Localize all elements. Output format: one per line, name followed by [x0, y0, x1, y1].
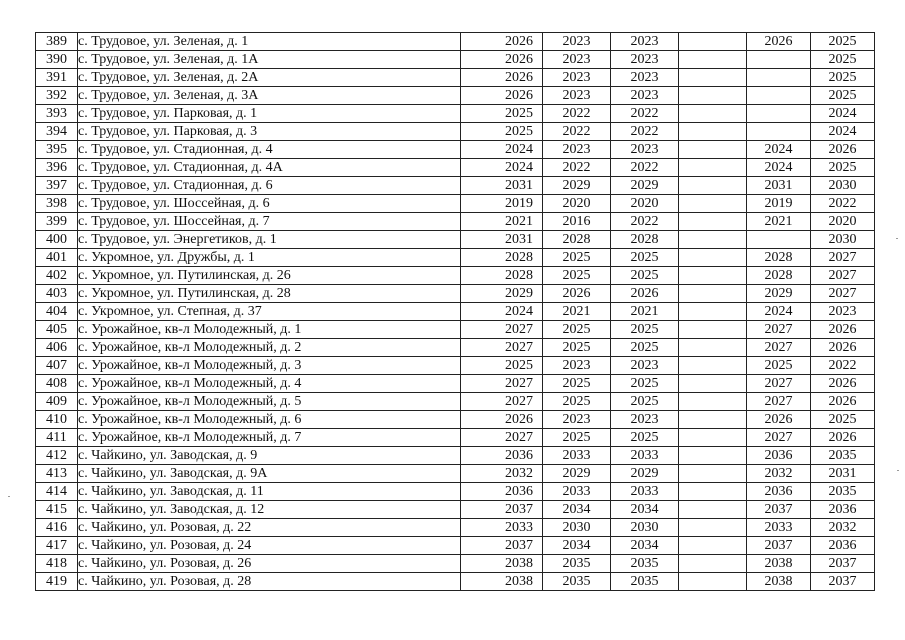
cell-year-3: 2029	[611, 177, 679, 195]
cell-year-2: 2021	[543, 303, 611, 321]
table-row	[36, 123, 875, 141]
cell-year-2: 2022	[543, 159, 611, 177]
cell-year-1: 2025	[461, 105, 543, 123]
cell-row-number: 395	[36, 141, 78, 159]
cell-year-2: 2016	[543, 213, 611, 231]
table-row	[36, 285, 875, 303]
cell-address: с. Трудовое, ул. Парковая, д. 1	[78, 105, 461, 123]
cell-year-6: 2026	[811, 375, 875, 393]
cell-year-6: 2026	[811, 141, 875, 159]
cell-year-2: 2023	[543, 141, 611, 159]
cell-year-2: 2025	[543, 267, 611, 285]
table-row	[36, 213, 875, 231]
cell-year-3: 2034	[611, 537, 679, 555]
cell-year-3: 2028	[611, 231, 679, 249]
cell-address: с. Укромное, ул. Путилинская, д. 26	[78, 267, 461, 285]
table-row	[36, 267, 875, 285]
cell-year-3: 2025	[611, 339, 679, 357]
cell-year-3: 2025	[611, 249, 679, 267]
cell-address: с. Чайкино, ул. Розовая, д. 26	[78, 555, 461, 573]
cell-year-2: 2033	[543, 447, 611, 465]
cell-address: с. Урожайное, кв-л Молодежный, д. 2	[78, 339, 461, 357]
cell-year-2: 2023	[543, 69, 611, 87]
cell-year-6: 2025	[811, 87, 875, 105]
cell-year-4	[679, 249, 747, 267]
cell-year-6: 2025	[811, 51, 875, 69]
cell-year-1: 2027	[461, 339, 543, 357]
cell-year-4	[679, 303, 747, 321]
cell-year-6: 2020	[811, 213, 875, 231]
cell-year-4	[679, 483, 747, 501]
cell-year-3: 2034	[611, 501, 679, 519]
cell-year-2: 2029	[543, 465, 611, 483]
cell-year-2: 2025	[543, 429, 611, 447]
cell-address: с. Урожайное, кв-л Молодежный, д. 1	[78, 321, 461, 339]
cell-year-3: 2030	[611, 519, 679, 537]
cell-year-1: 2024	[461, 303, 543, 321]
cell-row-number: 393	[36, 105, 78, 123]
cell-year-5: 2031	[747, 177, 811, 195]
cell-row-number: 411	[36, 429, 78, 447]
cell-year-6: 2027	[811, 285, 875, 303]
cell-year-2: 2023	[543, 51, 611, 69]
cell-year-6: 2024	[811, 105, 875, 123]
cell-year-4	[679, 519, 747, 537]
cell-year-1: 2027	[461, 393, 543, 411]
cell-year-5	[747, 231, 811, 249]
cell-year-5: 2027	[747, 429, 811, 447]
cell-address: с. Чайкино, ул. Заводская, д. 12	[78, 501, 461, 519]
cell-year-5	[747, 105, 811, 123]
repair-schedule-table	[35, 32, 875, 591]
cell-year-6: 2035	[811, 447, 875, 465]
cell-year-2: 2028	[543, 231, 611, 249]
cell-year-4	[679, 321, 747, 339]
cell-year-2: 2025	[543, 321, 611, 339]
cell-year-1: 2026	[461, 33, 543, 51]
cell-year-1: 2025	[461, 357, 543, 375]
cell-year-6: 2025	[811, 33, 875, 51]
cell-year-4	[679, 213, 747, 231]
cell-year-4	[679, 411, 747, 429]
cell-year-2: 2022	[543, 123, 611, 141]
cell-year-2: 2023	[543, 33, 611, 51]
cell-row-number: 404	[36, 303, 78, 321]
cell-year-6: 2022	[811, 195, 875, 213]
cell-row-number: 400	[36, 231, 78, 249]
cell-row-number: 407	[36, 357, 78, 375]
cell-year-5	[747, 51, 811, 69]
cell-address: с. Трудовое, ул. Зеленая, д. 3А	[78, 87, 461, 105]
cell-row-number: 409	[36, 393, 78, 411]
table-row	[36, 141, 875, 159]
cell-year-5: 2019	[747, 195, 811, 213]
cell-year-4	[679, 393, 747, 411]
cell-year-6: 2026	[811, 393, 875, 411]
cell-year-5: 2021	[747, 213, 811, 231]
table-row	[36, 429, 875, 447]
cell-row-number: 397	[36, 177, 78, 195]
cell-address: с. Чайкино, ул. Розовая, д. 28	[78, 573, 461, 591]
cell-year-5: 2028	[747, 249, 811, 267]
cell-year-4	[679, 285, 747, 303]
cell-year-1: 2037	[461, 537, 543, 555]
cell-address: с. Урожайное, кв-л Молодежный, д. 3	[78, 357, 461, 375]
cell-year-4	[679, 465, 747, 483]
cell-year-3: 2025	[611, 267, 679, 285]
cell-year-1: 2027	[461, 321, 543, 339]
cell-year-2: 2025	[543, 249, 611, 267]
cell-year-6: 2035	[811, 483, 875, 501]
cell-year-2: 2023	[543, 411, 611, 429]
cell-year-6: 2025	[811, 159, 875, 177]
cell-year-3: 2029	[611, 465, 679, 483]
cell-year-5: 2027	[747, 339, 811, 357]
cell-address: с. Трудовое, ул. Стадионная, д. 4	[78, 141, 461, 159]
cell-address: с. Урожайное, кв-л Молодежный, д. 5	[78, 393, 461, 411]
cell-row-number: 419	[36, 573, 78, 591]
cell-year-6: 2024	[811, 123, 875, 141]
cell-year-3: 2022	[611, 213, 679, 231]
cell-year-3: 2023	[611, 357, 679, 375]
cell-year-1: 2024	[461, 141, 543, 159]
cell-year-5: 2038	[747, 573, 811, 591]
cell-year-4	[679, 69, 747, 87]
cell-year-5: 2037	[747, 501, 811, 519]
cell-year-2: 2022	[543, 105, 611, 123]
cell-row-number: 392	[36, 87, 78, 105]
cell-year-1: 2038	[461, 573, 543, 591]
cell-year-4	[679, 573, 747, 591]
cell-year-1: 2025	[461, 123, 543, 141]
cell-year-1: 2031	[461, 177, 543, 195]
cell-address: с. Трудовое, ул. Зеленая, д. 1	[78, 33, 461, 51]
cell-year-1: 2038	[461, 555, 543, 573]
cell-year-4	[679, 195, 747, 213]
cell-year-3: 2023	[611, 69, 679, 87]
table-row	[36, 51, 875, 69]
cell-year-6: 2031	[811, 465, 875, 483]
cell-year-6: 2026	[811, 321, 875, 339]
cell-year-5: 2025	[747, 357, 811, 375]
cell-year-6: 2027	[811, 249, 875, 267]
cell-row-number: 418	[36, 555, 78, 573]
cell-year-5	[747, 123, 811, 141]
cell-year-3: 2025	[611, 429, 679, 447]
cell-year-1: 2036	[461, 483, 543, 501]
cell-year-6: 2025	[811, 411, 875, 429]
cell-row-number: 417	[36, 537, 78, 555]
cell-year-1: 2037	[461, 501, 543, 519]
cell-year-1: 2028	[461, 267, 543, 285]
cell-address: с. Трудовое, ул. Стадионная, д. 6	[78, 177, 461, 195]
cell-year-5	[747, 87, 811, 105]
cell-year-6: 2023	[811, 303, 875, 321]
cell-year-4	[679, 51, 747, 69]
cell-year-5: 2029	[747, 285, 811, 303]
cell-address: с. Трудовое, ул. Шоссейная, д. 7	[78, 213, 461, 231]
cell-year-3: 2025	[611, 321, 679, 339]
cell-year-3: 2022	[611, 105, 679, 123]
cell-address: с. Чайкино, ул. Розовая, д. 24	[78, 537, 461, 555]
cell-year-4	[679, 375, 747, 393]
cell-year-3: 2025	[611, 393, 679, 411]
cell-year-6: 2026	[811, 339, 875, 357]
cell-address: с. Укромное, ул. Дружбы, д. 1	[78, 249, 461, 267]
table-row	[36, 303, 875, 321]
cell-year-4	[679, 123, 747, 141]
cell-year-4	[679, 357, 747, 375]
cell-year-1: 2026	[461, 51, 543, 69]
cell-year-5	[747, 69, 811, 87]
table-row	[36, 159, 875, 177]
cell-address: с. Трудовое, ул. Стадионная, д. 4А	[78, 159, 461, 177]
cell-year-1: 2027	[461, 375, 543, 393]
cell-year-1: 2032	[461, 465, 543, 483]
table-body	[36, 33, 875, 591]
cell-year-1: 2027	[461, 429, 543, 447]
cell-year-2: 2025	[543, 393, 611, 411]
table-row	[36, 555, 875, 573]
cell-year-5: 2024	[747, 141, 811, 159]
cell-row-number: 399	[36, 213, 78, 231]
cell-year-3: 2033	[611, 483, 679, 501]
cell-row-number: 408	[36, 375, 78, 393]
cell-year-6: 2030	[811, 177, 875, 195]
cell-row-number: 403	[36, 285, 78, 303]
table-row	[36, 501, 875, 519]
cell-year-2: 2033	[543, 483, 611, 501]
table-row	[36, 411, 875, 429]
cell-year-5: 2027	[747, 393, 811, 411]
cell-year-4	[679, 159, 747, 177]
cell-year-2: 2025	[543, 375, 611, 393]
table-row	[36, 357, 875, 375]
cell-year-4	[679, 33, 747, 51]
cell-year-6: 2022	[811, 357, 875, 375]
cell-year-2: 2023	[543, 357, 611, 375]
cell-row-number: 389	[36, 33, 78, 51]
cell-year-5: 2024	[747, 303, 811, 321]
table-row	[36, 573, 875, 591]
cell-year-5: 2037	[747, 537, 811, 555]
cell-row-number: 412	[36, 447, 78, 465]
table-row	[36, 69, 875, 87]
cell-year-6: 2036	[811, 501, 875, 519]
cell-row-number: 390	[36, 51, 78, 69]
cell-year-1: 2028	[461, 249, 543, 267]
cell-address: с. Урожайное, кв-л Молодежный, д. 4	[78, 375, 461, 393]
cell-address: с. Урожайное, кв-л Молодежный, д. 7	[78, 429, 461, 447]
cell-row-number: 410	[36, 411, 78, 429]
cell-year-3: 2020	[611, 195, 679, 213]
cell-year-2: 2035	[543, 573, 611, 591]
cell-year-4	[679, 339, 747, 357]
cell-year-2: 2029	[543, 177, 611, 195]
scan-speck	[897, 470, 899, 471]
table-row	[36, 87, 875, 105]
cell-year-3: 2026	[611, 285, 679, 303]
table-row	[36, 519, 875, 537]
cell-year-1: 2026	[461, 87, 543, 105]
cell-row-number: 394	[36, 123, 78, 141]
cell-row-number: 413	[36, 465, 78, 483]
cell-year-3: 2023	[611, 141, 679, 159]
cell-address: с. Трудовое, ул. Зеленая, д. 1А	[78, 51, 461, 69]
cell-year-6: 2037	[811, 573, 875, 591]
table-row	[36, 249, 875, 267]
cell-year-1: 2024	[461, 159, 543, 177]
cell-year-3: 2023	[611, 33, 679, 51]
table-row	[36, 537, 875, 555]
cell-row-number: 416	[36, 519, 78, 537]
cell-year-1: 2026	[461, 69, 543, 87]
cell-year-5: 2033	[747, 519, 811, 537]
cell-year-5: 2027	[747, 321, 811, 339]
cell-year-3: 2023	[611, 87, 679, 105]
cell-year-5: 2026	[747, 33, 811, 51]
cell-year-6: 2037	[811, 555, 875, 573]
cell-year-6: 2025	[811, 69, 875, 87]
cell-year-5: 2032	[747, 465, 811, 483]
cell-year-4	[679, 87, 747, 105]
cell-row-number: 391	[36, 69, 78, 87]
cell-year-4	[679, 105, 747, 123]
cell-year-2: 2025	[543, 339, 611, 357]
cell-year-4	[679, 555, 747, 573]
cell-year-1: 2026	[461, 411, 543, 429]
cell-address: с. Трудовое, ул. Шоссейная, д. 6	[78, 195, 461, 213]
cell-row-number: 402	[36, 267, 78, 285]
cell-year-4	[679, 429, 747, 447]
cell-row-number: 401	[36, 249, 78, 267]
cell-year-5: 2036	[747, 483, 811, 501]
table-row	[36, 33, 875, 51]
table-row	[36, 483, 875, 501]
table-row	[36, 177, 875, 195]
table-row	[36, 195, 875, 213]
cell-year-6: 2026	[811, 429, 875, 447]
cell-year-1: 2019	[461, 195, 543, 213]
cell-address: с. Трудовое, ул. Зеленая, д. 2А	[78, 69, 461, 87]
cell-year-3: 2025	[611, 375, 679, 393]
cell-year-4	[679, 177, 747, 195]
cell-year-4	[679, 141, 747, 159]
cell-year-6: 2030	[811, 231, 875, 249]
cell-address: с. Чайкино, ул. Заводская, д. 9А	[78, 465, 461, 483]
cell-row-number: 405	[36, 321, 78, 339]
cell-address: с. Трудовое, ул. Энергетиков, д. 1	[78, 231, 461, 249]
cell-year-3: 2023	[611, 411, 679, 429]
cell-year-3: 2035	[611, 555, 679, 573]
table-row	[36, 105, 875, 123]
cell-year-4	[679, 447, 747, 465]
cell-row-number: 415	[36, 501, 78, 519]
cell-address: с. Чайкино, ул. Розовая, д. 22	[78, 519, 461, 537]
cell-year-5: 2024	[747, 159, 811, 177]
cell-address: с. Урожайное, кв-л Молодежный, д. 6	[78, 411, 461, 429]
cell-year-5: 2038	[747, 555, 811, 573]
cell-year-2: 2035	[543, 555, 611, 573]
cell-year-6: 2032	[811, 519, 875, 537]
scan-speck	[8, 496, 10, 497]
cell-row-number: 406	[36, 339, 78, 357]
cell-year-2: 2034	[543, 537, 611, 555]
cell-year-3: 2022	[611, 159, 679, 177]
cell-year-4	[679, 231, 747, 249]
cell-year-2: 2023	[543, 87, 611, 105]
cell-year-6: 2036	[811, 537, 875, 555]
cell-address: с. Укромное, ул. Путилинская, д. 28	[78, 285, 461, 303]
cell-address: с. Трудовое, ул. Парковая, д. 3	[78, 123, 461, 141]
cell-year-5: 2026	[747, 411, 811, 429]
cell-year-3: 2023	[611, 51, 679, 69]
cell-year-5: 2036	[747, 447, 811, 465]
table-row	[36, 447, 875, 465]
table-row	[36, 393, 875, 411]
cell-year-2: 2030	[543, 519, 611, 537]
table-row	[36, 375, 875, 393]
table-row	[36, 231, 875, 249]
cell-year-1: 2033	[461, 519, 543, 537]
cell-year-1: 2036	[461, 447, 543, 465]
cell-year-2: 2020	[543, 195, 611, 213]
cell-address: с. Укромное, ул. Степная, д. 37	[78, 303, 461, 321]
cell-year-4	[679, 501, 747, 519]
cell-year-2: 2034	[543, 501, 611, 519]
table-row	[36, 339, 875, 357]
scan-speck	[896, 238, 898, 239]
cell-year-3: 2021	[611, 303, 679, 321]
cell-year-3: 2033	[611, 447, 679, 465]
cell-year-2: 2026	[543, 285, 611, 303]
cell-year-5: 2027	[747, 375, 811, 393]
cell-address: с. Чайкино, ул. Заводская, д. 9	[78, 447, 461, 465]
cell-year-6: 2027	[811, 267, 875, 285]
cell-year-1: 2031	[461, 231, 543, 249]
table-row	[36, 465, 875, 483]
cell-row-number: 398	[36, 195, 78, 213]
cell-year-1: 2021	[461, 213, 543, 231]
cell-address: с. Чайкино, ул. Заводская, д. 11	[78, 483, 461, 501]
cell-year-5: 2028	[747, 267, 811, 285]
cell-year-4	[679, 537, 747, 555]
cell-row-number: 396	[36, 159, 78, 177]
cell-year-3: 2035	[611, 573, 679, 591]
cell-year-4	[679, 267, 747, 285]
cell-row-number: 414	[36, 483, 78, 501]
cell-year-1: 2029	[461, 285, 543, 303]
cell-year-3: 2022	[611, 123, 679, 141]
table-row	[36, 321, 875, 339]
